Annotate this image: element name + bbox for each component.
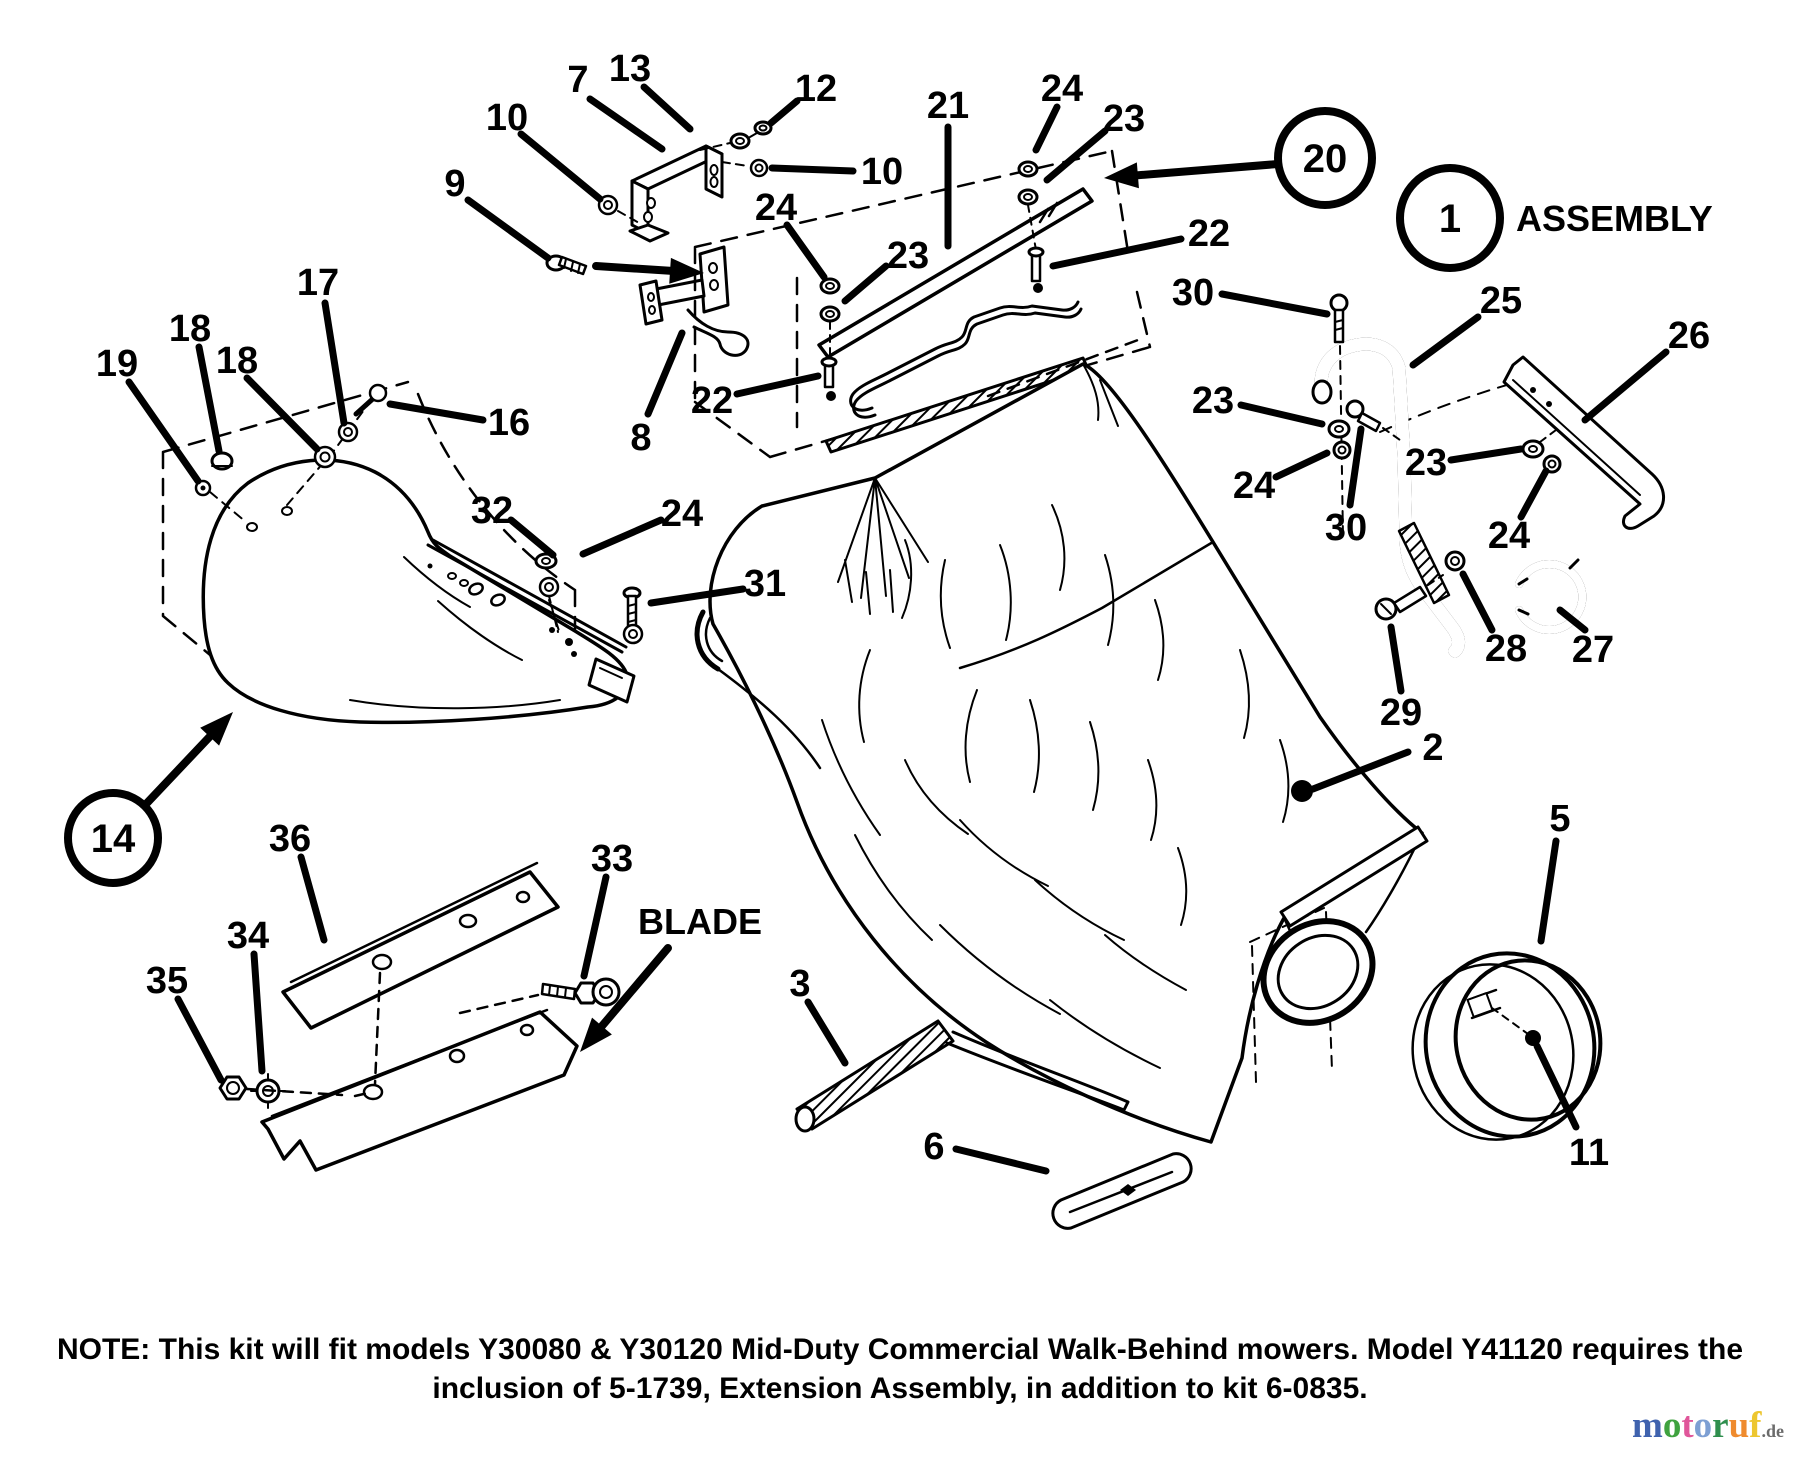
leader-line (1222, 294, 1327, 314)
callout-label: 18 (168, 308, 212, 350)
parts-artwork (163, 122, 1664, 1228)
callout-label: 18 (215, 340, 259, 382)
assembly-label: ASSEMBLY (1516, 198, 1713, 239)
outlet-ring-artwork (1396, 938, 1615, 1155)
callout-label: 29 (1379, 692, 1423, 734)
callout-label: 16 (487, 402, 531, 444)
leader-line (956, 1149, 1046, 1171)
callout-label: 14 (90, 817, 136, 861)
watermark-letter: o (1693, 1405, 1713, 1446)
callout-label: 7 (567, 59, 589, 101)
callout-label: 22 (1187, 213, 1231, 255)
callout-label: 23 (1191, 380, 1235, 422)
leader-line (772, 168, 853, 171)
watermark-letter: u (1728, 1405, 1750, 1446)
leader-line (808, 1002, 845, 1063)
callout-label: 3 (789, 963, 811, 1005)
leader-line (1541, 841, 1556, 941)
watermark-letter: r (1712, 1405, 1729, 1446)
deflector-hood-artwork (163, 382, 642, 722)
callout-label: 23 (1404, 442, 1448, 484)
watermark-logo (1632, 1404, 1784, 1447)
leader-line (787, 225, 824, 277)
watermark-letter: f (1749, 1405, 1762, 1446)
leader-line (1521, 471, 1546, 517)
leader-line (254, 954, 262, 1071)
leader-line (583, 520, 661, 554)
leader-line (584, 877, 606, 976)
callout-label: 19 (95, 343, 139, 385)
watermark-letter: t (1681, 1405, 1694, 1446)
callout-label: 26 (1667, 315, 1711, 357)
callout-label: 25 (1479, 280, 1523, 322)
watermark-letter: m (1632, 1405, 1663, 1446)
leader-line (1350, 429, 1361, 505)
leader-line (147, 726, 220, 803)
leader-line (1451, 449, 1521, 460)
leader-line (1123, 164, 1278, 177)
callout-label: 11 (1568, 1132, 1610, 1174)
callout-label: 36 (268, 818, 312, 860)
leader-line (301, 857, 324, 940)
leader-line (1036, 107, 1057, 150)
leader-line (1463, 574, 1492, 630)
callout-label: 9 (444, 163, 466, 205)
callout-label: 31 (743, 563, 787, 605)
callout-label: 2 (1422, 727, 1444, 769)
callout-label: 24 (754, 187, 798, 229)
leader-line (178, 999, 221, 1080)
footnote-line2: inclusion of 5-1739, Extension Assembly, in addition to kit 6-0835. (432, 1372, 1368, 1405)
watermark-wordmark (1632, 1405, 1762, 1446)
footnote-line1: NOTE: This kit will fit models Y30080 & Y30120 Mid-Duty Commercial Walk-Behind mowers. Model Y41120 requires the (56, 1333, 1744, 1366)
rod-6-artwork (1053, 1154, 1191, 1229)
callout-label: 30 (1324, 507, 1368, 549)
callout-label: 24 (1487, 515, 1531, 557)
callout-label: 35 (145, 960, 189, 1002)
watermark-suffix: .de (1761, 1421, 1784, 1441)
leader-line (247, 378, 317, 449)
leader-line (1413, 317, 1478, 365)
callout-label: 24 (660, 493, 704, 535)
bracket-7-artwork (630, 146, 722, 241)
leader-line (1276, 453, 1327, 477)
callout-label: 33 (590, 838, 634, 880)
callout-label: 8 (630, 417, 652, 459)
leader-line (737, 376, 818, 394)
blade-parts-artwork (220, 863, 619, 1170)
callout-label: 27 (1571, 629, 1615, 671)
leader-line (1585, 352, 1666, 420)
callout-label: 22 (690, 380, 734, 422)
callout-label: 23 (1102, 98, 1146, 140)
leader-line (771, 101, 797, 123)
leader-line (590, 99, 662, 149)
callout-label: 24 (1040, 68, 1084, 110)
leader-line (511, 520, 553, 555)
footnote (0, 1330, 1800, 1408)
callout-label: 23 (886, 235, 930, 277)
callout-label: 24 (1232, 465, 1276, 507)
pointer-dot (1291, 780, 1313, 802)
arrowhead (1104, 162, 1139, 188)
leader-line (468, 200, 548, 258)
callout-label: 17 (296, 262, 340, 304)
callout-label: 28 (1484, 628, 1528, 670)
leader-line (845, 266, 886, 301)
callout-label: BLADE (638, 901, 762, 942)
callout-label: 13 (608, 48, 652, 90)
callout-label: 30 (1171, 272, 1215, 314)
leader-line (390, 404, 483, 420)
leader-line (1391, 627, 1401, 691)
latch-cluster-artwork (1313, 295, 1664, 651)
callout-label: 6 (923, 1126, 945, 1168)
callout-label: 20 (1302, 137, 1348, 181)
leader-line (644, 87, 690, 129)
leader-line (1241, 405, 1322, 424)
watermark-letter: o (1662, 1405, 1682, 1446)
callout-label: 32 (470, 490, 514, 532)
leader-line (1053, 239, 1181, 266)
callout-label: 34 (226, 915, 270, 957)
callout-label: 21 (926, 85, 970, 127)
callout-label: 5 (1549, 798, 1571, 840)
leader-line (648, 333, 682, 414)
callout-label: 1 (1438, 197, 1462, 241)
callout-label: 10 (485, 97, 529, 139)
leader-line (521, 134, 600, 199)
grass-bag-artwork (697, 364, 1427, 1142)
callout-label: 10 (860, 151, 904, 193)
callout-label: 12 (794, 68, 838, 110)
